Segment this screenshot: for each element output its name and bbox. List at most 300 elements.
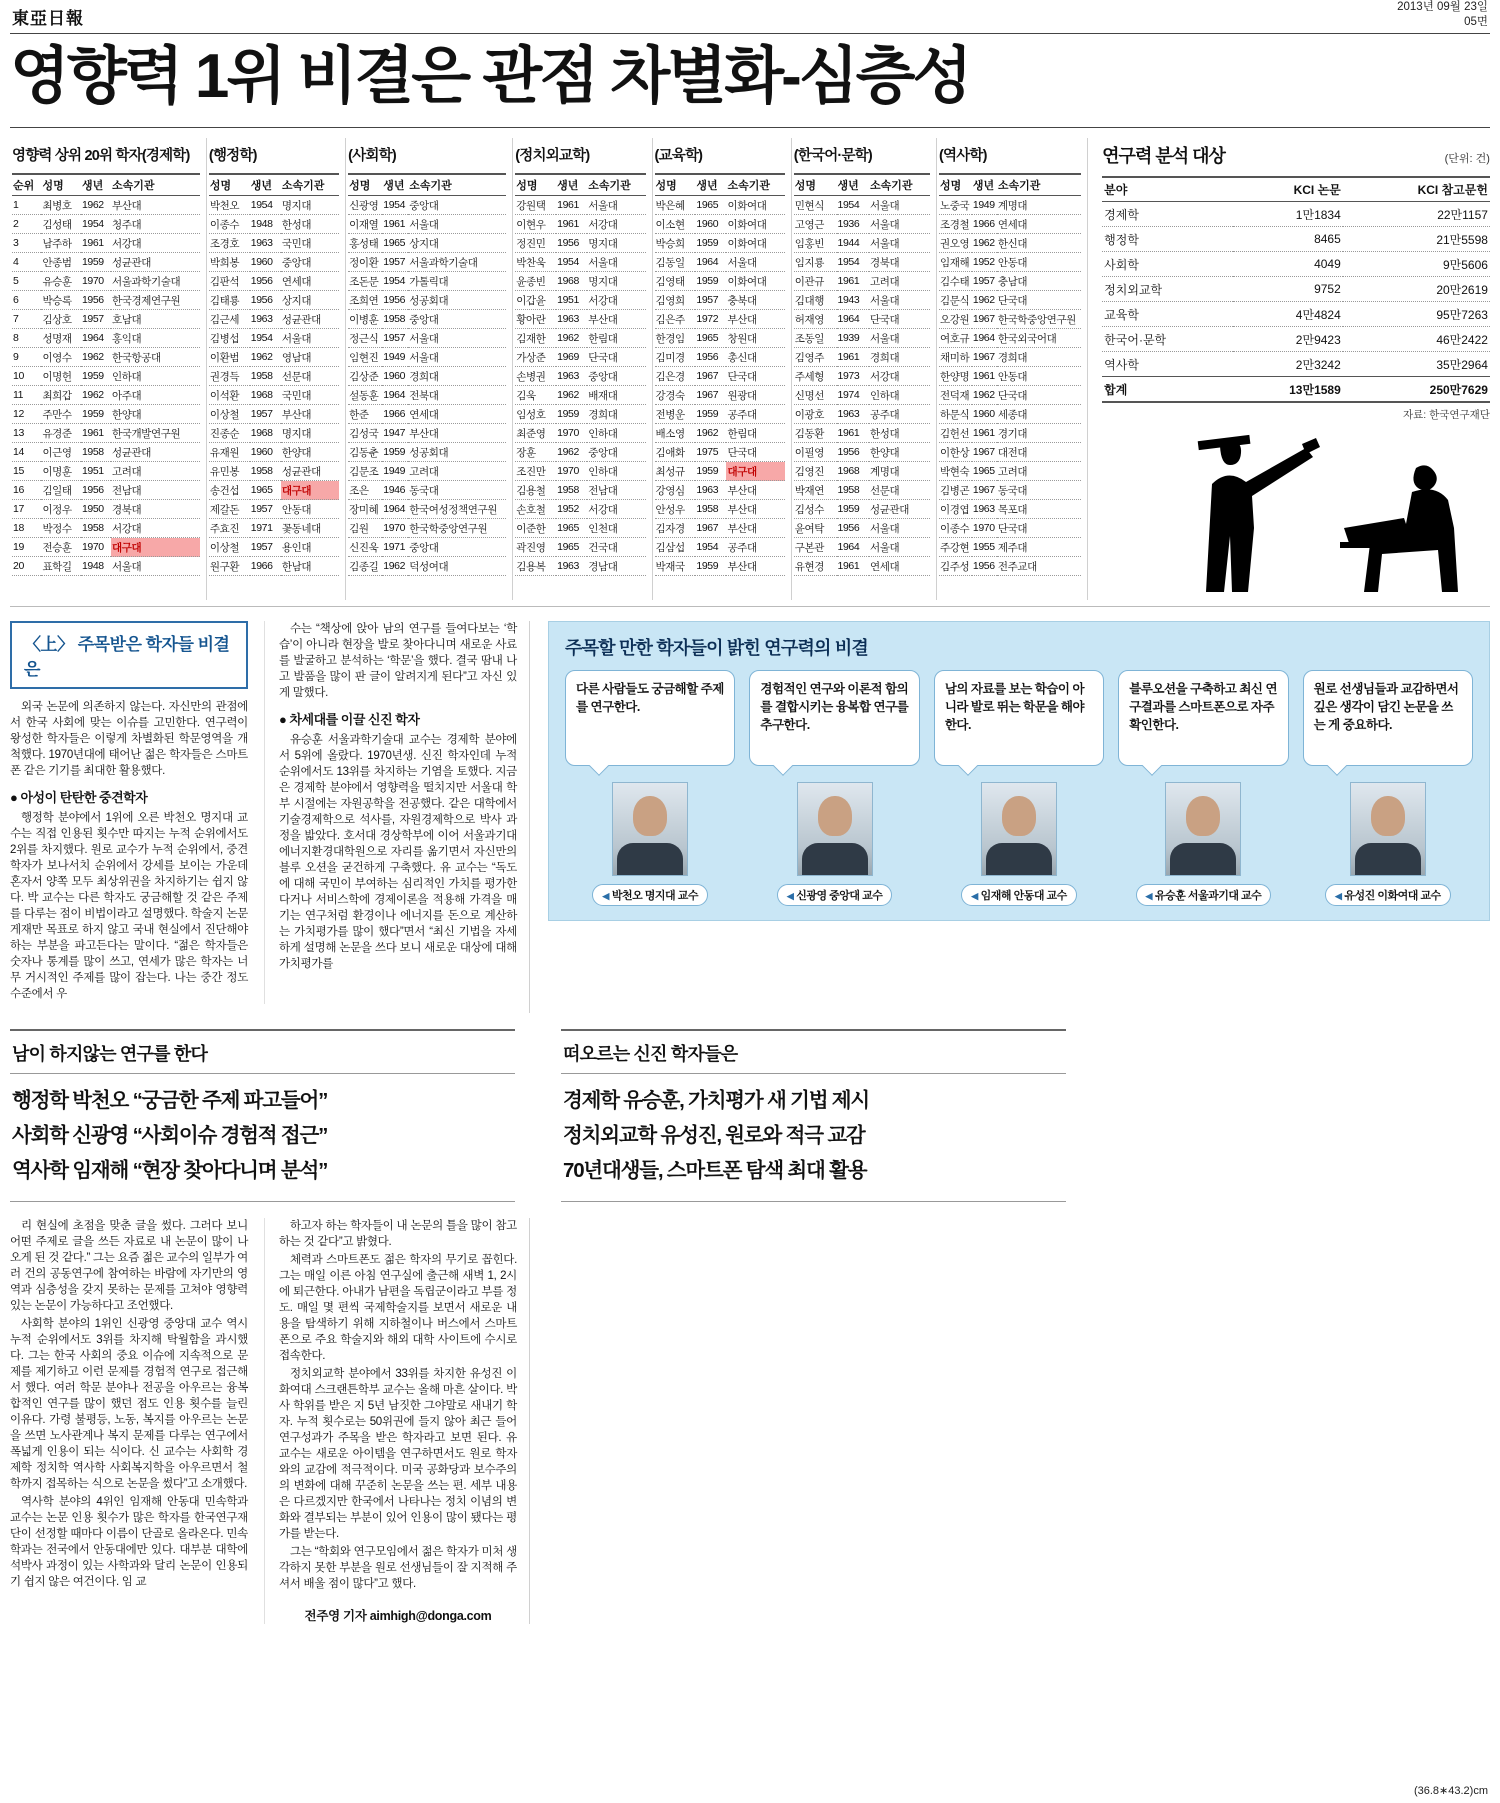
- scholar-row: [348, 310, 506, 329]
- issue-date: 2013년 09월 23일: [1397, 1, 1488, 14]
- cell: 서울대: [111, 557, 200, 576]
- cell: 1964: [81, 329, 111, 348]
- cell: 인하대: [111, 367, 200, 386]
- cell: 정근식: [348, 329, 382, 348]
- cell: 경제학: [1102, 202, 1233, 227]
- scholar-row: [655, 367, 785, 386]
- caption-pointer-icon: ◀: [971, 891, 978, 902]
- cell: 단국대: [997, 519, 1081, 538]
- scholar-row: [12, 310, 200, 329]
- cell: 1948: [81, 557, 111, 576]
- cell: 1962: [556, 443, 587, 462]
- cell: 사회학: [1102, 252, 1233, 277]
- cell: 중앙대: [408, 538, 506, 557]
- cell: 부산대: [726, 519, 784, 538]
- scholar-row: [515, 272, 645, 291]
- cell: 4만4824: [1233, 302, 1343, 327]
- cell: 19: [12, 538, 41, 557]
- analysis-row: [1102, 252, 1490, 277]
- cell: 이화여대: [726, 215, 784, 234]
- cell: 95만7263: [1343, 302, 1490, 327]
- cell: 1967: [695, 519, 726, 538]
- cell: 정치외교학: [1102, 277, 1233, 302]
- cell: 1963: [972, 500, 997, 519]
- scholar-row: [939, 481, 1081, 500]
- byline: 전주영 기자 aimhigh@donga.com: [304, 1608, 492, 1623]
- cell: 충남대: [997, 272, 1081, 291]
- scholar-row: [348, 481, 506, 500]
- cell: 김동일: [655, 253, 696, 272]
- professor-photo: [1350, 782, 1426, 876]
- cell: 1967: [695, 367, 726, 386]
- cell: 1957: [250, 405, 281, 424]
- cell: 상지대: [281, 291, 339, 310]
- scholar-row: [348, 500, 506, 519]
- caption-text: 박천오 명지대 교수: [611, 890, 698, 903]
- cell: 11: [12, 386, 41, 405]
- scholar-row: [515, 253, 645, 272]
- cell: 부산대: [587, 310, 645, 329]
- cell: 행정학: [1102, 227, 1233, 252]
- cell: 1965: [695, 196, 726, 215]
- cell: 표학길: [41, 557, 81, 576]
- column-header: KCI 논문: [1233, 177, 1343, 202]
- scholar-row: [209, 196, 339, 215]
- scholar-row: [794, 196, 930, 215]
- cell: 1961: [81, 424, 111, 443]
- cell: 제갈돈: [209, 500, 250, 519]
- speech-bubble: 남의 자료를 보는 학습이 아니라 발로 뛰는 학문을 해야 한다.: [934, 670, 1104, 766]
- quote-line: 정치외교학 유성진, 원로와 적극 교감: [563, 1124, 865, 1147]
- cell: 이갑윤: [515, 291, 556, 310]
- cell: 20: [12, 557, 41, 576]
- scholar-row: [655, 519, 785, 538]
- cell: 이석환: [209, 386, 250, 405]
- cell: 김욱: [515, 386, 556, 405]
- cell: 성공회대: [408, 443, 506, 462]
- cell: 공주대: [726, 538, 784, 557]
- source-note: 자료: 한국연구재단: [1402, 409, 1490, 422]
- paragraph: 정치외교학 분야에서 33위를 차지한 유성진 이화여대 스크랜튼학부 교수는 올해 마흔 살이다. 박사 학위를 받은 지 5년 남짓한 그야말로 새내기 학자. 누적 횟수로는 50위권에 들지 않아 최근 들어 연구성과가 주목을 받은 학자라고 보면 된다. 유 교수는 새로운 아이템을 연구하면서도 원로 학자와의 교감에 적극적이다. 미국 공화당과 보수주의의 변화에 대해 꾸준히 논문을 쓰는 편. 세부 내용은 다르겠지만 한국에서 나타나는 정치 이념의 변화와 결부되는 부분이 있어 인용이 많이 됐다는 평가를 받는다.: [279, 1367, 517, 1540]
- cell: 박천오: [209, 196, 250, 215]
- cell: 김자경: [655, 519, 696, 538]
- cell: 조희연: [348, 291, 382, 310]
- cell: 국민대: [281, 386, 339, 405]
- cell: 1961: [556, 215, 587, 234]
- feature-band: [10, 621, 1490, 1013]
- cell: 서울대: [408, 348, 506, 367]
- scholar-row: [209, 310, 339, 329]
- quote-line: 경제학 유승훈, 가치평가 새 기법 제시: [563, 1089, 870, 1113]
- cell: 1963: [837, 405, 870, 424]
- scholar-row: [209, 291, 339, 310]
- cell: 1963: [556, 557, 587, 576]
- scholar-row: [348, 386, 506, 405]
- issue-info: [1397, 0, 1488, 29]
- cell: 1958: [695, 500, 726, 519]
- scholar-row: [515, 234, 645, 253]
- cell: 청주대: [111, 215, 200, 234]
- cell: 1971: [382, 538, 408, 557]
- quote-block-title: 떠오르는 신진 학자들은: [561, 1031, 1066, 1074]
- cell: 이한상: [939, 443, 972, 462]
- cell: 1969: [556, 348, 587, 367]
- subhead-band: [10, 1029, 1490, 1202]
- cell: 13: [12, 424, 41, 443]
- scholar-row: [515, 405, 645, 424]
- cell: 대구대: [111, 538, 200, 557]
- cell: 진종순: [209, 424, 250, 443]
- column-header: 소속기관: [726, 174, 784, 196]
- cell: 1959: [695, 405, 726, 424]
- caption-pointer-icon: ◀: [786, 891, 794, 902]
- cell: 한림대: [587, 329, 645, 348]
- cell: 1959: [81, 367, 111, 386]
- cell: 1957: [972, 272, 997, 291]
- cell: 1967: [972, 348, 997, 367]
- column-header: 소속기관: [281, 174, 339, 196]
- cell: 1949: [972, 196, 997, 215]
- scholar-row: [515, 310, 645, 329]
- article-top-section: [10, 621, 530, 1013]
- cell: 중앙대: [587, 367, 645, 386]
- cell: 1962: [382, 557, 408, 576]
- cell: 1963: [250, 234, 281, 253]
- cell: 유재원: [209, 443, 250, 462]
- cell: 9만5606: [1343, 252, 1490, 277]
- cell: 총신대: [726, 348, 784, 367]
- cell: 1957: [695, 291, 726, 310]
- cell: 이화여대: [726, 272, 784, 291]
- cell: 1957: [250, 500, 281, 519]
- table-title: 영향력 상위 20위 학자(경제학): [12, 148, 190, 165]
- cell: 임성호: [515, 405, 556, 424]
- cell: 이화여대: [726, 196, 784, 215]
- scholar-row: [209, 481, 339, 500]
- scholar-row: [794, 481, 930, 500]
- cell: 김성수: [794, 500, 837, 519]
- cell: 김은경: [655, 367, 696, 386]
- cell: 3: [12, 234, 41, 253]
- cell: 장훈: [515, 443, 556, 462]
- cell: 서강대: [587, 215, 645, 234]
- cell: 유현경: [794, 557, 837, 576]
- scholar-row: [655, 424, 785, 443]
- scholar-row: [515, 443, 645, 462]
- scholar-row: [209, 443, 339, 462]
- cell: 정이환: [348, 253, 382, 272]
- speech-bubble: 원로 선생님들과 교감하면서 깊은 생각이 담긴 논문을 쓰는 게 중요하다.: [1303, 670, 1473, 766]
- column-header: 성명: [794, 174, 837, 196]
- cell: 2만3242: [1233, 352, 1343, 377]
- cell: 한양대: [111, 405, 200, 424]
- scholar-row: [655, 291, 785, 310]
- cell: 1961: [556, 196, 587, 215]
- cell: 1964: [837, 310, 870, 329]
- cell: 1956: [250, 291, 281, 310]
- cell: 조경철: [939, 215, 972, 234]
- cell: 김태룡: [209, 291, 250, 310]
- cell: 최준영: [515, 424, 556, 443]
- cell: 1962: [972, 291, 997, 310]
- cell: 중앙대: [408, 196, 506, 215]
- ranking-table-history: [937, 138, 1088, 600]
- cell: 임현진: [348, 348, 382, 367]
- cell: 4049: [1233, 252, 1343, 277]
- cell: 김성국: [348, 424, 382, 443]
- cell: 2: [12, 215, 41, 234]
- scholar-table: [939, 173, 1081, 576]
- scholar-table: [209, 173, 339, 576]
- cell: 1963: [695, 481, 726, 500]
- cell: 고려대: [408, 462, 506, 481]
- cell: 박승록: [41, 291, 81, 310]
- cell: 1957: [382, 253, 408, 272]
- cell: 박승희: [655, 234, 696, 253]
- scholar-row: [939, 557, 1081, 576]
- scholar-row: [12, 253, 200, 272]
- column-header: 소속기관: [111, 174, 200, 196]
- scholar-row: [12, 443, 200, 462]
- cell: 중앙대: [408, 310, 506, 329]
- analysis-header: [1102, 138, 1490, 176]
- cell: 1958: [81, 519, 111, 538]
- scholar-row: [939, 386, 1081, 405]
- article-column-1: [10, 621, 248, 1004]
- print-size-note: (36.8∗43.2)cm: [1413, 1785, 1488, 1797]
- cell: 정진민: [515, 234, 556, 253]
- cell: 1971: [250, 519, 281, 538]
- caption-pointer-icon: ◀: [1334, 891, 1342, 902]
- cell: 1970: [81, 272, 111, 291]
- cell: 합계: [1102, 377, 1233, 403]
- cell: 1956: [837, 443, 870, 462]
- cell: 신진욱: [348, 538, 382, 557]
- cell: 21만5598: [1343, 227, 1490, 252]
- scholar-row: [655, 234, 785, 253]
- cell: 김삼섭: [655, 538, 696, 557]
- cell: 1962: [81, 386, 111, 405]
- scholar-row: [515, 538, 645, 557]
- cell: 윤종빈: [515, 272, 556, 291]
- scholar-row: [794, 329, 930, 348]
- scholar-row: [655, 538, 785, 557]
- cell: 아주대: [111, 386, 200, 405]
- cell: 1956: [81, 481, 111, 500]
- cell: 이상철: [209, 538, 250, 557]
- column-header: 성명: [515, 174, 556, 196]
- scholar-row: [939, 196, 1081, 215]
- cell: 8: [12, 329, 41, 348]
- cell: 1958: [250, 462, 281, 481]
- paragraph-group: [279, 1218, 517, 1592]
- cell: 인하대: [869, 386, 930, 405]
- cell: 1954: [695, 538, 726, 557]
- scholar-table: [348, 173, 506, 576]
- quote-block-2: [561, 1029, 1066, 1202]
- cell: 1952: [556, 500, 587, 519]
- cell: 명지대: [587, 272, 645, 291]
- cell: 영남대: [281, 348, 339, 367]
- cell: 김원: [348, 519, 382, 538]
- cell: 김상준: [348, 367, 382, 386]
- scholar-row: [939, 538, 1081, 557]
- cell: 인천대: [587, 519, 645, 538]
- cell: 20만2619: [1343, 277, 1490, 302]
- professor-photo: [797, 782, 873, 876]
- cell: 서울대: [869, 215, 930, 234]
- cell: 경희대: [997, 348, 1081, 367]
- cell: 고려대: [111, 462, 200, 481]
- cell: 손호철: [515, 500, 556, 519]
- scholar-row: [794, 291, 930, 310]
- cell: 이상철: [209, 405, 250, 424]
- scholar-row: [794, 367, 930, 386]
- cell: 강영심: [655, 481, 696, 500]
- cell: 1956: [695, 348, 726, 367]
- cell: 김영태: [655, 272, 696, 291]
- scholar-row: [794, 424, 930, 443]
- scholar-row: [209, 215, 339, 234]
- cell: 서울대: [869, 538, 930, 557]
- cell: 1970: [556, 424, 587, 443]
- cell: 세종대: [997, 405, 1081, 424]
- cell: 서울대: [869, 234, 930, 253]
- cell: 1957: [250, 538, 281, 557]
- scholar-table: [794, 173, 930, 576]
- scholar-row: [515, 291, 645, 310]
- paragraph: 체력과 스마트폰도 젊은 학자의 무기로 꼽힌다. 그는 매일 이른 아침 연구실에 출근해 새벽 1, 2시에 퇴근한다. 아내가 남편을 독립군이라고 부를 정도. 매일 몇 편씩 국제학술지를 보면서 새로운 내용을 탐색하기 위해 지하철이나 버스에서 스마트폰으로 주요 학술지와 해외 대학 사이트에 수시로 접속한다.: [279, 1253, 517, 1362]
- cell: 이정우: [41, 500, 81, 519]
- cell: 박재연: [794, 481, 837, 500]
- cell: 김헌선: [939, 424, 972, 443]
- cell: 1973: [837, 367, 870, 386]
- cell: 1965: [972, 462, 997, 481]
- cell: 안성우: [655, 500, 696, 519]
- cell: 성균관대: [869, 500, 930, 519]
- scholar-row: [939, 500, 1081, 519]
- cell: 1960: [972, 405, 997, 424]
- cell: 가상준: [515, 348, 556, 367]
- scholar-row: [515, 462, 645, 481]
- cell: 1949: [382, 348, 408, 367]
- scholar-row: [348, 253, 506, 272]
- cell: 홍익대: [111, 329, 200, 348]
- scholar-row: [515, 215, 645, 234]
- cell: 부산대: [726, 500, 784, 519]
- paragraph-group: [279, 732, 517, 972]
- scholar-row: [12, 386, 200, 405]
- cell: 1954: [837, 253, 870, 272]
- graduates-silhouette-graphic: [1120, 432, 1490, 600]
- cell: 최희갑: [41, 386, 81, 405]
- cell: 1943: [837, 291, 870, 310]
- cell: 1975: [695, 443, 726, 462]
- cell: 한국외국어대: [997, 329, 1081, 348]
- scholar-row: [12, 557, 200, 576]
- cell: 1961: [972, 367, 997, 386]
- cell: 1960: [250, 253, 281, 272]
- scholar-row: [515, 519, 645, 538]
- cell: 10: [12, 367, 41, 386]
- cell: 건국대: [587, 538, 645, 557]
- cell: 김수태: [939, 272, 972, 291]
- series-label-box: 〈上〉 주목받은 학자들 비결은: [10, 621, 248, 689]
- cell: 단국대: [587, 348, 645, 367]
- cell: 유승훈: [41, 272, 81, 291]
- cell: 김판석: [209, 272, 250, 291]
- scholar-row: [655, 329, 785, 348]
- scholar-card: [565, 670, 735, 906]
- cell: 고려대: [869, 272, 930, 291]
- cell: 1959: [695, 272, 726, 291]
- cell: 1936: [837, 215, 870, 234]
- cell: 안동대: [281, 500, 339, 519]
- cell: 신명선: [794, 386, 837, 405]
- cell: 한남대: [281, 557, 339, 576]
- scholar-row: [939, 462, 1081, 481]
- cell: 18: [12, 519, 41, 538]
- scholar-row: [655, 196, 785, 215]
- cell: 연세대: [997, 215, 1081, 234]
- ranking-table-korean-literature: [792, 138, 937, 600]
- cell: 부산대: [408, 424, 506, 443]
- cell: 1967: [972, 310, 997, 329]
- cell: 1961: [837, 348, 870, 367]
- cell: 1961: [81, 234, 111, 253]
- cell: 고영근: [794, 215, 837, 234]
- scholar-table: [12, 173, 200, 576]
- cell: 계명대: [869, 462, 930, 481]
- cell: 명지대: [281, 196, 339, 215]
- cell: 12: [12, 405, 41, 424]
- highlight-box-title: 주목할 만한 학자들이 밝힌 연구력의 비결: [565, 638, 868, 659]
- cell: 1959: [81, 405, 111, 424]
- cell: 인하대: [587, 462, 645, 481]
- cell: 경희대: [587, 405, 645, 424]
- scholar-row: [794, 234, 930, 253]
- cell: 김재한: [515, 329, 556, 348]
- cell: 1958: [556, 481, 587, 500]
- cell: 1958: [250, 367, 281, 386]
- cell: 한국개발연구원: [111, 424, 200, 443]
- cell: 김애화: [655, 443, 696, 462]
- professor-photo: [981, 782, 1057, 876]
- scholar-row: [939, 291, 1081, 310]
- scholar-row: [348, 405, 506, 424]
- cell: 경북대: [869, 253, 930, 272]
- cell: 서강대: [111, 519, 200, 538]
- cell: 김대행: [794, 291, 837, 310]
- cell: 이병훈: [348, 310, 382, 329]
- scholar-row: [209, 253, 339, 272]
- cell: 권경득: [209, 367, 250, 386]
- cell: 장미혜: [348, 500, 382, 519]
- ranking-table-education: [653, 138, 792, 600]
- cell: 여호규: [939, 329, 972, 348]
- paragraph-group: [10, 699, 248, 779]
- photo-caption: [1325, 884, 1451, 906]
- ranking-table-sociology: [346, 138, 513, 600]
- analysis-row: [1102, 202, 1490, 227]
- scholar-row: [12, 196, 200, 215]
- cell: 8465: [1233, 227, 1343, 252]
- photo-caption: [592, 884, 708, 906]
- cell: 1952: [972, 253, 997, 272]
- cell: 1964: [382, 386, 408, 405]
- scholar-row: [348, 329, 506, 348]
- cell: 국민대: [281, 234, 339, 253]
